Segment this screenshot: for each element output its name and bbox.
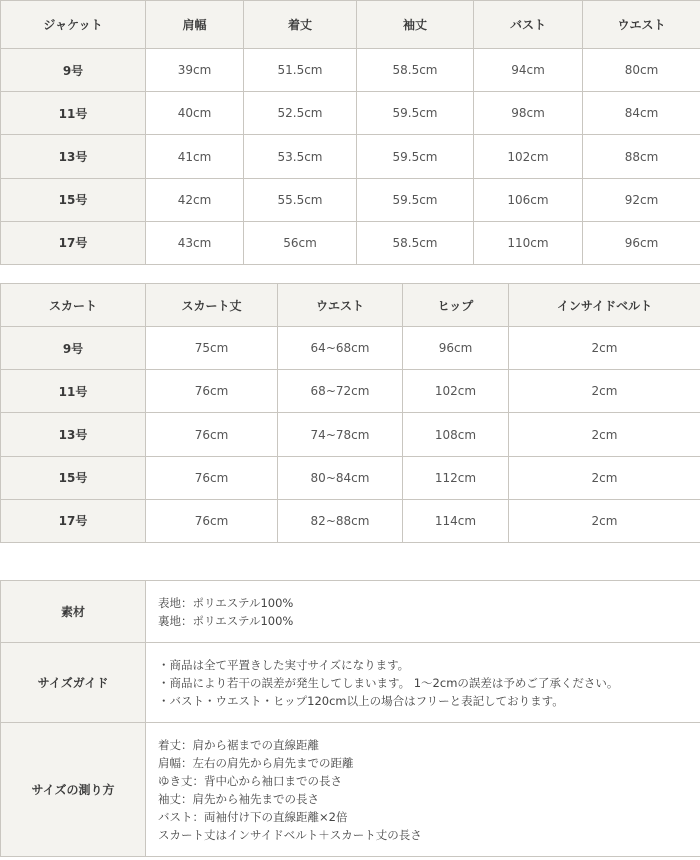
- table-cell: 98cm: [474, 92, 583, 135]
- table-cell: 2cm: [509, 456, 700, 499]
- table-row: [1, 499, 700, 542]
- table-row: [1, 221, 700, 264]
- table-row: [1, 178, 700, 221]
- measure-line: 袖丈：肩先から袖先までの長さ: [158, 791, 319, 806]
- measure-line: 着丈：肩から裾までの直線距離: [158, 737, 319, 752]
- table-cell: 106cm: [474, 178, 583, 221]
- table-header-row: [1, 1, 700, 49]
- table-cell: 102cm: [474, 135, 583, 178]
- table-cell: 58.5cm: [357, 221, 474, 264]
- size-label: 11号: [1, 92, 146, 135]
- table-row: [1, 456, 700, 499]
- header-cell: ウエスト: [278, 284, 403, 327]
- size-guide-row: [1, 643, 700, 723]
- table-cell: 76cm: [146, 413, 278, 456]
- table-cell: 52.5cm: [244, 92, 357, 135]
- table-cell: 82~88cm: [278, 499, 403, 542]
- size-label: 13号: [1, 413, 146, 456]
- header-cell: スカート: [1, 284, 146, 327]
- table-cell: 84cm: [583, 92, 700, 135]
- table-cell: 55.5cm: [244, 178, 357, 221]
- table-cell: 42cm: [146, 178, 244, 221]
- table-header-row: [1, 284, 700, 327]
- table-cell: 88cm: [583, 135, 700, 178]
- material-line: 表地：ポリエステル100%: [158, 595, 294, 610]
- header-cell: インサイドベルト: [509, 284, 700, 327]
- table-cell: 2cm: [509, 413, 700, 456]
- table-cell: 68~72cm: [278, 370, 403, 413]
- header-cell: 袖丈: [357, 1, 474, 49]
- skirt-size-table: [0, 283, 700, 543]
- table-cell: 94cm: [474, 49, 583, 92]
- size-label: 13号: [1, 135, 146, 178]
- size-guide-label: サイズガイド: [1, 643, 146, 723]
- table-cell: 96cm: [583, 221, 700, 264]
- table-row: [1, 49, 700, 92]
- size-label: 15号: [1, 456, 146, 499]
- table-row: [1, 135, 700, 178]
- table-cell: 59.5cm: [357, 135, 474, 178]
- material-label: 素材: [1, 581, 146, 643]
- table-cell: 96cm: [403, 327, 509, 370]
- table-cell: 64~68cm: [278, 327, 403, 370]
- table-cell: 39cm: [146, 49, 244, 92]
- table-cell: 92cm: [583, 178, 700, 221]
- table-cell: 76cm: [146, 456, 278, 499]
- measure-line: 肩幅：左右の肩先から肩先までの距離: [158, 755, 354, 770]
- table-cell: 59.5cm: [357, 92, 474, 135]
- table-cell: 53.5cm: [244, 135, 357, 178]
- header-cell: 肩幅: [146, 1, 244, 49]
- material-content: [146, 581, 700, 643]
- jacket-size-table: [0, 0, 700, 265]
- header-cell: ヒップ: [403, 284, 509, 327]
- measure-row: [1, 723, 700, 857]
- table-cell: 56cm: [244, 221, 357, 264]
- table-cell: 75cm: [146, 327, 278, 370]
- table-cell: 2cm: [509, 370, 700, 413]
- table-cell: 40cm: [146, 92, 244, 135]
- table-cell: 43cm: [146, 221, 244, 264]
- measure-line: スカート丈はインサイドベルト＋スカート丈の長さ: [158, 827, 422, 842]
- table-cell: 114cm: [403, 499, 509, 542]
- header-cell: スカート丈: [146, 284, 278, 327]
- measure-line: バスト：両袖付け下の直線距離×2倍: [158, 809, 348, 824]
- header-cell: バスト: [474, 1, 583, 49]
- table-cell: 51.5cm: [244, 49, 357, 92]
- table-cell: 58.5cm: [357, 49, 474, 92]
- header-cell: ウエスト: [583, 1, 700, 49]
- table-row: [1, 327, 700, 370]
- table-cell: 110cm: [474, 221, 583, 264]
- measure-content: [146, 723, 700, 857]
- material-row: [1, 581, 700, 643]
- table-cell: 76cm: [146, 499, 278, 542]
- table-cell: 41cm: [146, 135, 244, 178]
- size-label: 9号: [1, 49, 146, 92]
- product-info-table: [0, 580, 700, 857]
- table-row: [1, 92, 700, 135]
- size-label: 11号: [1, 370, 146, 413]
- table-cell: 2cm: [509, 499, 700, 542]
- size-guide-line: ・商品は全て平置きした実寸サイズになります。: [158, 657, 410, 672]
- table-row: [1, 413, 700, 456]
- table-row: [1, 370, 700, 413]
- table-cell: 108cm: [403, 413, 509, 456]
- size-label: 15号: [1, 178, 146, 221]
- table-cell: 80cm: [583, 49, 700, 92]
- table-cell: 2cm: [509, 327, 700, 370]
- table-cell: 102cm: [403, 370, 509, 413]
- size-label: 17号: [1, 499, 146, 542]
- header-cell: ジャケット: [1, 1, 146, 49]
- size-guide-line: ・バスト・ウエスト・ヒップ120cm以上の場合はフリーと表記しております。: [158, 693, 564, 708]
- table-cell: 74~78cm: [278, 413, 403, 456]
- measure-label: サイズの測り方: [1, 723, 146, 857]
- size-label: 9号: [1, 327, 146, 370]
- table-cell: 112cm: [403, 456, 509, 499]
- material-line: 裏地：ポリエステル100%: [158, 613, 294, 628]
- table-cell: 59.5cm: [357, 178, 474, 221]
- header-cell: 着丈: [244, 1, 357, 49]
- size-guide-line: ・商品により若干の誤差が発生してしまいます。 1〜2cmの誤差は予めご了承ください。: [158, 675, 619, 690]
- table-cell: 80~84cm: [278, 456, 403, 499]
- table-cell: 76cm: [146, 370, 278, 413]
- measure-line: ゆき丈：背中心から袖口までの長さ: [158, 773, 342, 788]
- size-guide-content: [146, 643, 700, 723]
- size-label: 17号: [1, 221, 146, 264]
